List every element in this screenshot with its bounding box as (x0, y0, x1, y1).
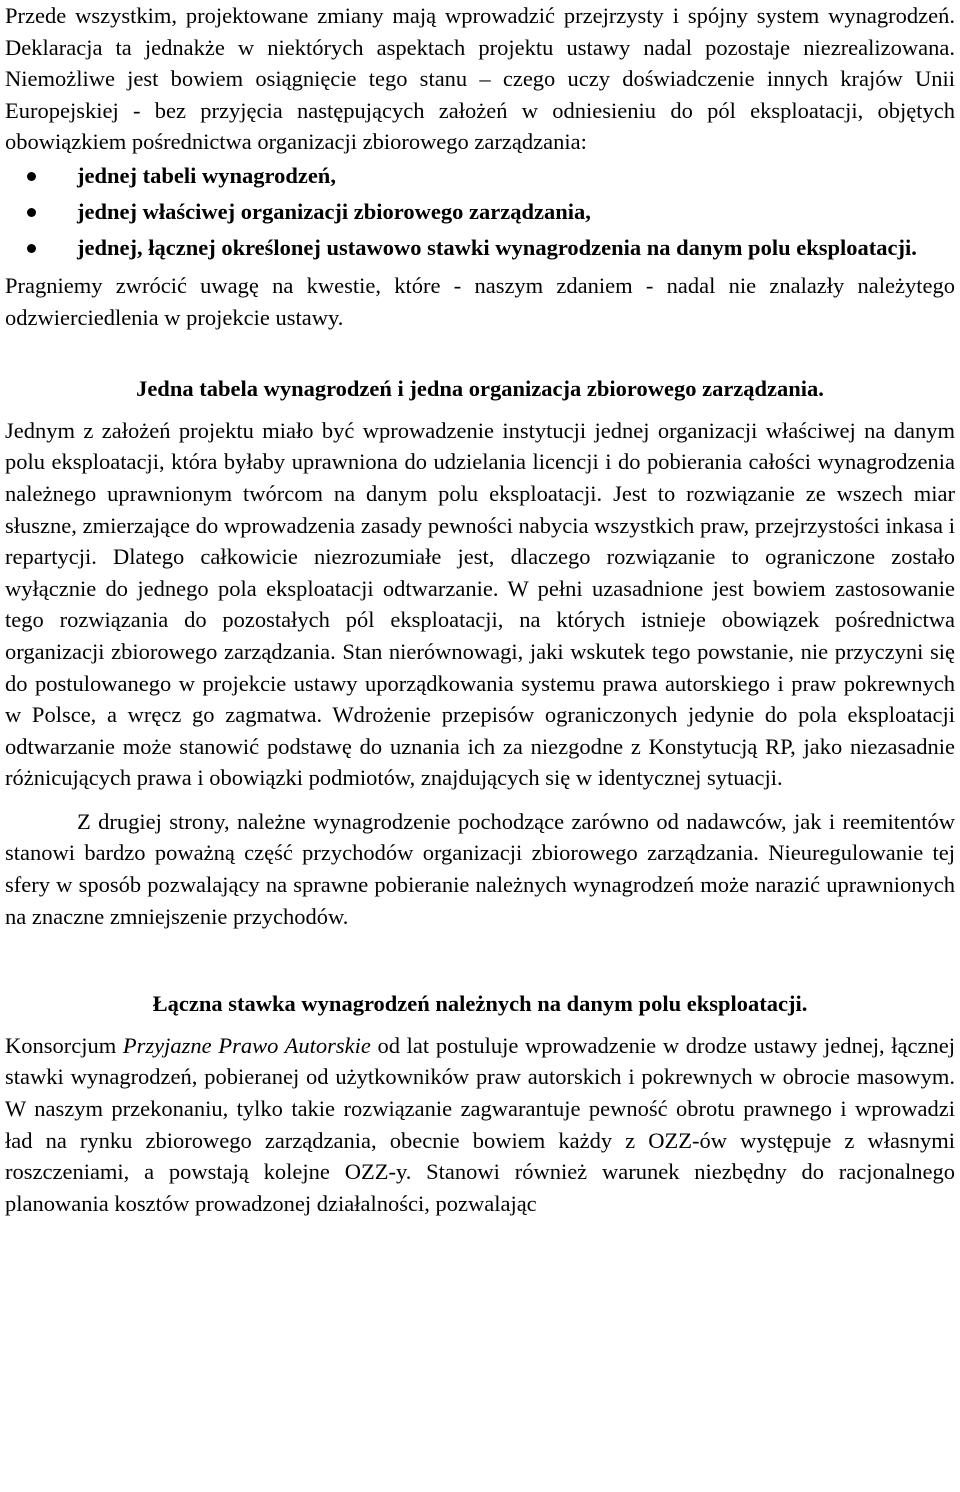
list-item (77, 198, 955, 226)
list-item (77, 162, 955, 190)
list-item-text: jednej, łącznej określonej ustawowo stawki wynagrodzenia na danym polu eksploatacji. (77, 234, 917, 260)
list-item-text: jednej tabeli wynagrodzeń, (77, 162, 336, 188)
bullet-icon (27, 208, 36, 217)
consortium-paragraph (5, 1030, 955, 1220)
bullet-icon (27, 244, 36, 253)
section-heading-joint-rate: Łączna stawka wynagrodzeń należnych na danym polu eksploatacji. (152, 991, 808, 1017)
broadcasters-paragraph: Z drugiej strony, należne wynagrodzenie pochodzące zarówno od nadawców, jak i reemitentów stanowi bardzo poważną część przychodów organizacji zbiorowego zarządzania. Nieuregulowanie tej sfery w sposób pozwalający na sprawne pobieranie należnych wynagrodzeń może narazić uprawnionych na znaczne zmniejszenie przychodów. (5, 808, 955, 929)
consortium-text: od lat postuluje wprowadzenie w drodze ustawy jednej, łącznej stawki wynagrodzeń, pobieranej od użytkowników praw autorskich i pokrewnych w obrocie masowym. W naszym przekonaniu, tylko takie rozwiązanie zagwarantuje pewność obrotu prawnego i wprowadzi ład na rynku zbiorowego zarządzania, obecnie bowiem każdy z OZZ-ów występuje z własnymi roszczeniami, a powstają kolejne OZZ-y. Stanowi również warunek niezbędny do racjonalnego planowania kosztów prowadzonej działalności, pozwalając (5, 1032, 956, 1216)
document-page (5, 0, 955, 1219)
list-item-text: jednej właściwej organizacji zbiorowego zarządzania, (77, 198, 591, 224)
list-item (77, 234, 955, 262)
bullet-icon (27, 172, 36, 181)
one-organization-paragraph: Jednym z założeń projektu miało być wprowadzenie instytucji jednej organizacji właściwej na danym polu eksploatacji, która byłaby uprawniona do udzielania licencji i do pobierania całości wynagrodzenia należnego uprawnionym twórcom na danym polu eksploatacji. Jest to rozwiązanie ze wszech miar słuszne, zmierzające do wprowadzenia zasady pewności nabycia wszystkich praw, przejrzystości inkasa i repartycji. Dlatego całkowicie niezrozumiałe jest, dlaczego rozwiązanie to ograniczone zostało wyłącznie do jednego pola eksploatacji odtwarzanie. W pełni uzasadnione jest bowiem zastosowanie tego rozwiązania do pozostałych pól eksploatacji, na których istnieje obowiązek pośrednictwa organizacji zbiorowego zarządzania. Stan nierównowagi, jaki wskutek tego powstanie, nie przyczyni się do postulowanego w projekcie ustawy uporządkowania systemu prawa autorskiego i praw pokrewnych w Polsce, a wręcz go zagmatwa. Wdrożenie przepisów ograniczonych jedynie do pola eksploatacji odtwarzanie może stanowić podstawę do uznania ich za niezgodne z Konstytucją RP, jako niezasadnie różnicujących prawa i obowiązki podmiotów, znajdujących się w identycznej sytuacji. (5, 417, 955, 791)
consortium-intro: Konsorcjum (5, 1032, 117, 1058)
remark-paragraph: Pragniemy zwrócić uwagę na kwestie, które - naszym zdaniem - nadal nie znalazły należytego odzwierciedlenia w projekcie ustawy. (5, 272, 955, 330)
section-heading-one-table: Jedna tabela wynagrodzeń i jedna organizacja zbiorowego zarządzania. (136, 376, 824, 402)
intro-paragraph: Przede wszystkim, projektowane zmiany mają wprowadzić przejrzysty i spójny system wynagrodzeń. Deklaracja ta jednakże w niektórych aspektach projektu ustawy nadal pozostaje niezrealizowana. Niemożliwe jest bowiem osiągnięcie tego stanu – czego uczy doświadczenie innych krajów Unii Europejskiej - bez przyjęcia następujących założeń w odniesieniu do pól eksploatacji, objętych obowiązkiem pośrednictwa organizacji zbiorowego zarządzania: (5, 3, 955, 155)
requirements-list (5, 162, 955, 262)
consortium-name: Przyjazne Prawo Autorskie (122, 1032, 371, 1058)
